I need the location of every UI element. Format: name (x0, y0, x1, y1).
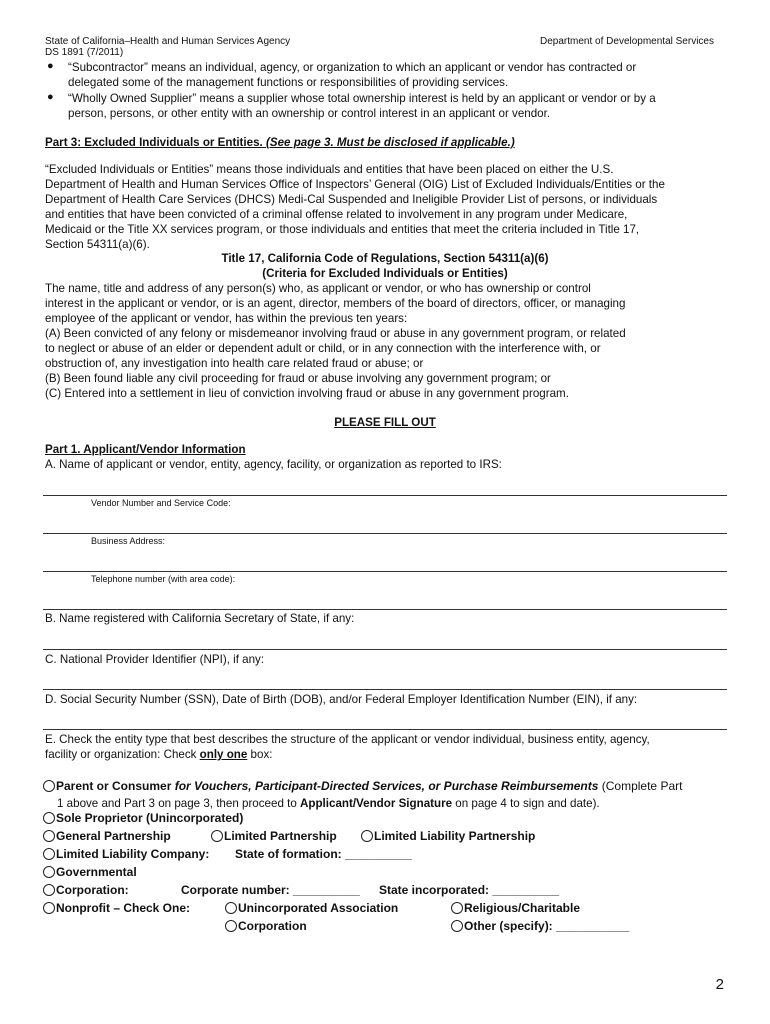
department-name: Department of Developmental Services (540, 36, 714, 47)
option-label: Corporation (238, 919, 307, 933)
note-bold-text: Applicant/Vendor Signature (300, 797, 453, 810)
excluded-definition-line: Medicaid or the Title XX services program, or those individuals and entities that meet the criteria included in Title 17, (45, 223, 640, 236)
entity-type-instruction-2 (45, 747, 272, 762)
option-italic-label: for Vouchers, Participant-Directed Services, or Purchase Reimbursements (174, 779, 602, 793)
option-label: Nonprofit – Check One: (56, 901, 191, 915)
radio-icon[interactable] (225, 902, 237, 914)
excluded-definition-line: Section 54311(a)(6). (45, 238, 150, 251)
vendor-number-label: Vendor Number and Service Code: (91, 498, 231, 508)
radio-icon[interactable] (451, 920, 463, 932)
form-number: DS 1891 (7/2011) (45, 47, 124, 58)
part3-heading-note: (See page 3. Must be disclosed if applicable.) (266, 136, 515, 149)
option-label: Limited Liability Company: (56, 847, 210, 861)
entity-option-general-partnership[interactable] (43, 829, 171, 843)
instruction-text: facility or organization: Check (45, 748, 200, 761)
part3-heading (45, 135, 515, 150)
radio-icon[interactable] (43, 830, 55, 842)
criteria-line: employee of the applicant or vendor, has within the previous ten years: (45, 312, 408, 325)
nonprofit-option-unincorporated[interactable] (225, 901, 398, 915)
option-note: (Complete Part (601, 779, 683, 793)
definition-line: person, persons, or other entity with an ownership or control interest in an applicant or vendor. (68, 107, 551, 120)
criteria-line: (A) Been convicted of any felony or misdemeanor involving fraud or abuse in any government program, or related (45, 327, 626, 340)
npi-label: C. National Provider Identifier (NPI), if any: (45, 653, 265, 666)
entity-option-llp[interactable] (361, 829, 535, 843)
applicant-name-label: A. Name of applicant or vendor, entity, agency, facility, or organization as reported to IRS: (45, 458, 502, 471)
regulation-title: Title 17, California Code of Regulations, Section 54311(a)(6) (221, 252, 549, 265)
entity-type-instruction: E. Check the entity type that best describes the structure of the applicant or vendor individual, business entity, agency, (45, 733, 650, 746)
radio-icon[interactable] (451, 902, 463, 914)
radio-icon[interactable] (225, 920, 237, 932)
telephone-field[interactable] (43, 609, 727, 610)
criteria-line: interest in the applicant or vendor, or is an agent, director, members of the board of directors, officer, or managing (45, 297, 626, 310)
radio-icon[interactable] (43, 884, 55, 896)
regulation-subtitle: (Criteria for Excluded Individuals or Entities) (262, 267, 508, 280)
option-label: Parent or Consumer (56, 779, 175, 793)
criteria-line: The name, title and address of any person(s) who, as applicant or vendor, or who has ownership or control (45, 282, 591, 295)
criteria-line: obstruction of, any investigation into health care related fraud or abuse; or (45, 357, 424, 370)
corporate-number-field[interactable]: Corporate number: __________ (181, 883, 360, 897)
nonprofit-option-religious[interactable] (451, 901, 580, 915)
radio-icon[interactable] (361, 830, 373, 842)
ssn-dob-ein-field[interactable] (43, 729, 727, 730)
option-label: Religious/Charitable (464, 901, 581, 915)
vendor-number-field[interactable] (43, 533, 727, 534)
instruction-text: box: (247, 748, 273, 761)
option-label: General Partnership (56, 829, 171, 843)
ssn-dob-ein-label: D. Social Security Number (SSN), Date of Birth (DOB), and/or Federal Employer Identification Number (EIN), if any: (45, 693, 638, 706)
part1-heading: Part 1. Applicant/Vendor Information (45, 443, 246, 456)
entity-option-governmental[interactable] (43, 865, 137, 879)
business-address-label: Business Address: (91, 536, 166, 546)
option-label: Sole Proprietor (Unincorporated) (56, 811, 244, 825)
definition-line: “Wholly Owned Supplier” means a supplier whose total ownership interest is held by an applicant or vendor or by a (68, 92, 656, 105)
option-label: Other (specify): ___________ (464, 919, 630, 933)
definition-line: “Subcontractor” means an individual, agency, or organization to which an applicant or vendor has contracted or (68, 61, 637, 74)
telephone-label: Telephone number (with area code): (91, 574, 236, 584)
applicant-name-field[interactable] (43, 495, 727, 496)
note-text: 1 above and Part 3 on page 3, then proceed to (57, 797, 301, 810)
state-incorporated-field[interactable]: State incorporated: __________ (379, 883, 560, 897)
bullet-icon: ● (47, 91, 54, 103)
option-label: Unincorporated Association (238, 901, 399, 915)
entity-option-nonprofit[interactable] (43, 901, 190, 915)
radio-icon[interactable] (43, 780, 55, 792)
radio-icon[interactable] (43, 812, 55, 824)
entity-option-parent-consumer[interactable] (43, 779, 682, 793)
excluded-definition-line: Department of Health and Human Services Office of Inspectors’ General (OIG) List of Excluded Individuals/Entities or the (45, 178, 665, 191)
excluded-definition-line: “Excluded Individuals or Entities” means those individuals and entities that have been placed on either the U.S. (45, 163, 614, 176)
excluded-definition-line: Department of Health Care Services (DHCS) Medi-Cal Suspended and Ineligible Provider List of persons, or individuals (45, 193, 658, 206)
radio-icon[interactable] (211, 830, 223, 842)
bullet-icon: ● (47, 60, 54, 72)
part3-heading-text: Part 3: Excluded Individuals or Entities. (45, 136, 263, 149)
option-label: Limited Liability Partnership (374, 829, 536, 843)
entity-option-corporation[interactable] (43, 883, 129, 897)
entity-option-llc[interactable] (43, 847, 209, 861)
option-label: Limited Partnership (224, 829, 337, 843)
nonprofit-option-other[interactable] (451, 919, 629, 933)
note-text: on page 4 to sign and date). (452, 797, 600, 810)
nonprofit-option-corporation[interactable] (225, 919, 307, 933)
excluded-definition-line: and entities that have been convicted of a criminal offense related to involvement in any program under Medicare, (45, 208, 628, 221)
radio-icon[interactable] (43, 866, 55, 878)
only-one-emphasis: only one (199, 748, 248, 761)
llc-state-of-formation[interactable]: State of formation: __________ (235, 847, 412, 861)
parent-consumer-note (57, 796, 600, 811)
option-label: Governmental (56, 865, 137, 879)
definition-line: delegated some of the management functions or responsibilities of providing services. (68, 76, 509, 89)
please-fill-out-heading: PLEASE FILL OUT (334, 416, 436, 429)
option-label: Corporation: (56, 883, 129, 897)
criteria-line: (B) Been found liable any civil proceeding for fraud or abuse involving any government program; or (45, 372, 551, 385)
radio-icon[interactable] (43, 848, 55, 860)
secretary-of-state-label: B. Name registered with California Secretary of State, if any: (45, 612, 355, 625)
entity-option-sole-proprietor[interactable] (43, 811, 243, 825)
business-address-field[interactable] (43, 571, 727, 572)
criteria-line: to neglect or abuse of an elder or dependent adult or child, or in any connection with the interference with, or (45, 342, 601, 355)
agency-name: State of California–Health and Human Services Agency (45, 36, 291, 47)
secretary-of-state-field[interactable] (43, 649, 727, 650)
entity-option-limited-partnership[interactable] (211, 829, 337, 843)
page-number: 2 (715, 976, 724, 993)
criteria-line: (C) Entered into a settlement in lieu of conviction involving fraud or abuse in any government program. (45, 387, 569, 400)
radio-icon[interactable] (43, 902, 55, 914)
npi-field[interactable] (43, 689, 727, 690)
